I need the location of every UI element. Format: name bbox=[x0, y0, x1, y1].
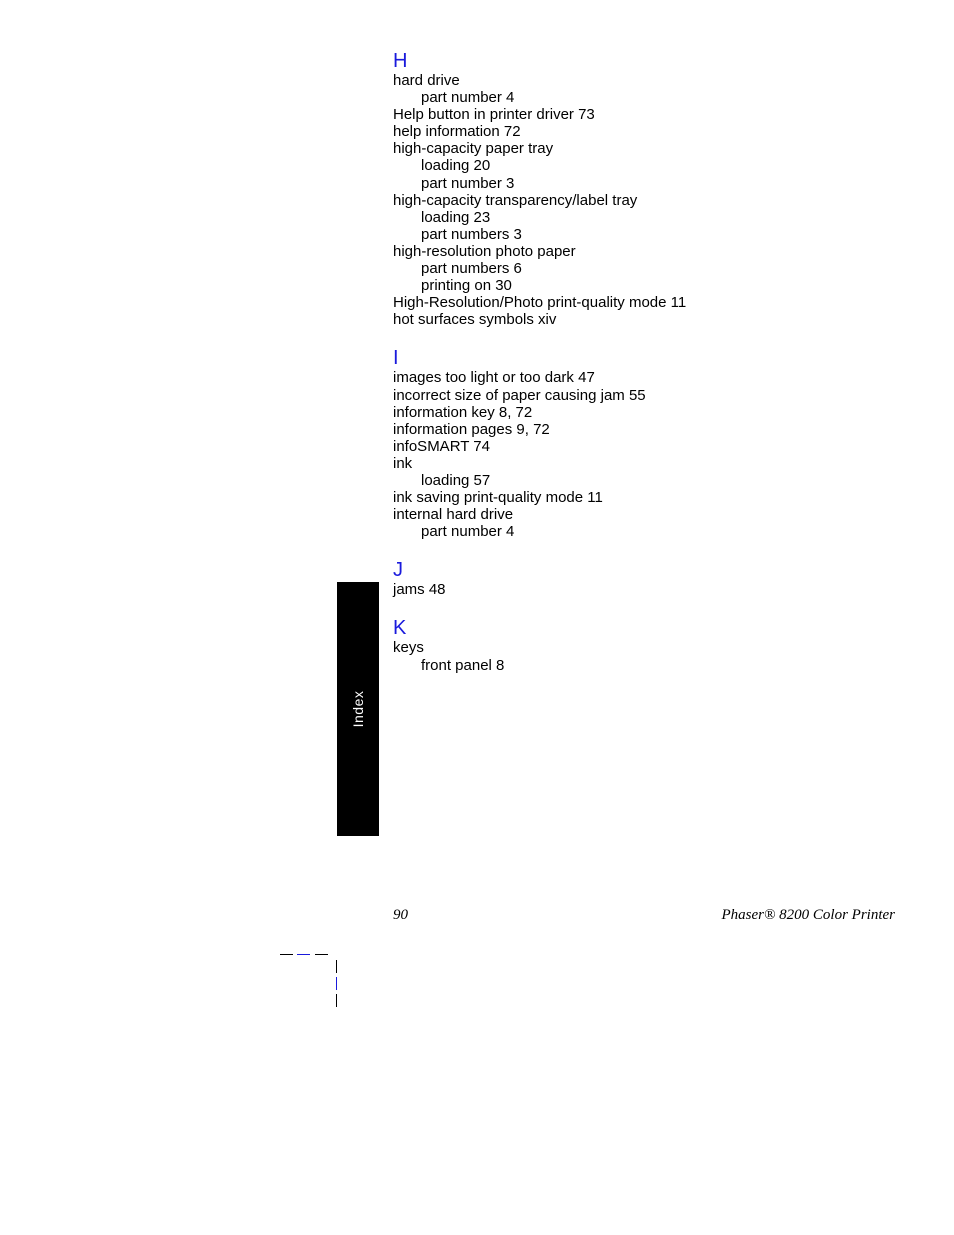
index-entry: high-resolution photo paper bbox=[393, 242, 576, 260]
section-letter-heading: K bbox=[393, 617, 407, 640]
index-subentry: part number 4 bbox=[421, 523, 515, 541]
index-subentry: loading 20 bbox=[421, 157, 491, 175]
index-subentry: part numbers 3 bbox=[421, 225, 522, 243]
side-tab-label: Index bbox=[350, 690, 366, 728]
crop-mark-vertical bbox=[336, 977, 337, 990]
page-number: 90 bbox=[393, 907, 408, 923]
section-letter-heading: H bbox=[393, 50, 408, 72]
index-subentry: printing on 30 bbox=[421, 277, 512, 295]
index-entry: internal hard drive bbox=[393, 506, 514, 524]
index-entry: incorrect size of paper causing jam 55 bbox=[393, 386, 646, 404]
footer-title: Phaser® 8200 Color Printer bbox=[721, 907, 895, 923]
index-entry: ink saving print-quality mode 11 bbox=[393, 489, 603, 507]
index-entry: high-capacity transparency/label tray bbox=[393, 191, 638, 209]
index-subentry: part numbers 6 bbox=[421, 260, 522, 278]
index-subentry: part number 4 bbox=[421, 89, 515, 107]
crop-mark-horizontal bbox=[297, 954, 310, 955]
index-section-i bbox=[393, 347, 913, 540]
index-entry: Help button in printer driver 73 bbox=[393, 106, 595, 124]
index-entry: information pages 9, 72 bbox=[393, 420, 550, 438]
crop-mark-vertical bbox=[336, 994, 337, 1007]
crop-mark-horizontal bbox=[280, 954, 293, 955]
index-content bbox=[393, 50, 913, 674]
index-subentry: loading 23 bbox=[421, 208, 491, 226]
index-section-k bbox=[393, 617, 913, 673]
index-entry: information key 8, 72 bbox=[393, 403, 533, 421]
index-entry: high-capacity paper tray bbox=[393, 140, 554, 158]
index-entry: infoSMART 74 bbox=[393, 437, 490, 455]
index-entry: keys bbox=[393, 639, 424, 657]
index-entry: jams 48 bbox=[393, 581, 446, 599]
index-entry: help information 72 bbox=[393, 123, 521, 141]
section-letter-heading: J bbox=[393, 559, 403, 582]
index-entry: hard drive bbox=[393, 72, 460, 89]
section-letter-heading: I bbox=[393, 347, 399, 370]
index-entry: ink bbox=[393, 454, 413, 472]
index-subentry: loading 57 bbox=[421, 471, 491, 489]
crop-mark-vertical bbox=[336, 960, 337, 973]
index-subentry: front panel 8 bbox=[421, 656, 505, 674]
index-entry: images too light or too dark 47 bbox=[393, 369, 595, 387]
index-entry: hot surfaces symbols xiv bbox=[393, 311, 557, 329]
index-entry: High-Resolution/Photo print-quality mode 11 bbox=[393, 294, 687, 312]
index-subentry: part number 3 bbox=[421, 174, 515, 192]
index-side-tab bbox=[337, 582, 379, 836]
crop-mark-horizontal bbox=[315, 954, 328, 955]
index-section-h bbox=[393, 50, 913, 328]
index-section-j bbox=[393, 559, 913, 598]
